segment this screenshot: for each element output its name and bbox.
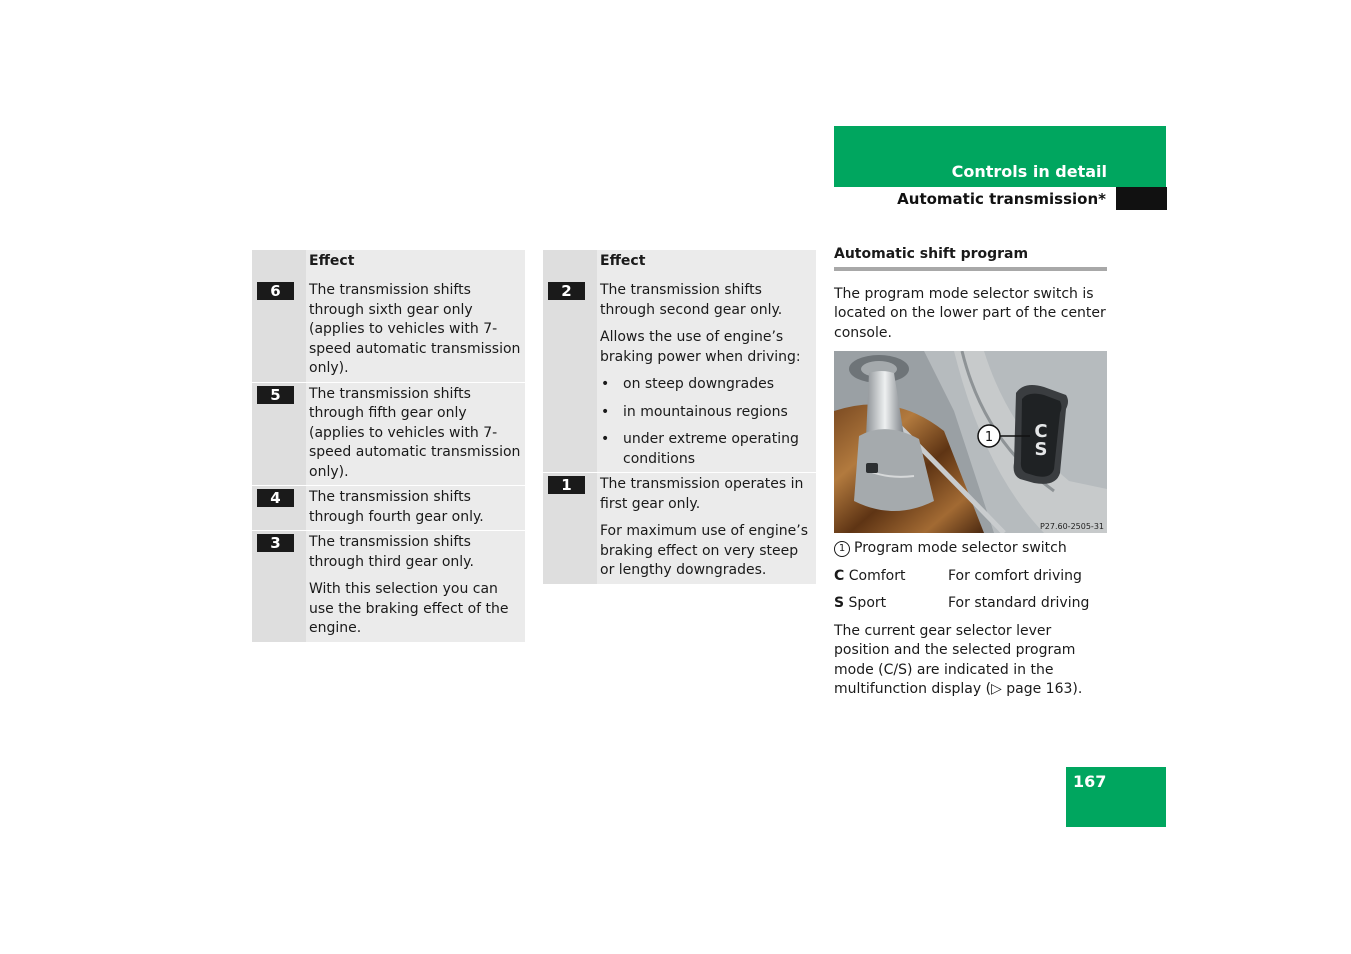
table-header-row [252,250,525,279]
gear-badge: 2 [548,282,585,300]
gear-badge: 1 [548,476,585,494]
mode-row-sport [834,594,1107,614]
table-header-effect: Effect [306,250,525,279]
table-row-gear-3 [252,531,525,642]
section-title: Controls in detail [951,161,1107,181]
console-illustration [834,351,1107,533]
photo-caption [834,539,1107,559]
effect-text: For maximum use of engine’s braking effect on very steep or lengthy downgrades. [600,523,808,578]
bullet-list [600,375,813,469]
mode-letter: S [834,595,845,611]
chapter-subtitle: Automatic transmission* [897,190,1106,208]
list-item: • under extreme operating conditions [600,430,813,469]
table-header-row [543,250,816,279]
table-header-blank [252,250,306,279]
table-row-gear-5 [252,382,525,486]
effect-text: The transmission shifts through fourth gear only. [309,489,484,525]
mode-description: For comfort driving [948,567,1082,584]
mode-row-comfort [834,567,1107,587]
caption-number: 1 [834,541,850,557]
gear-badge: 5 [257,386,294,404]
effect-text: The transmission shifts through second gear only. [600,282,783,318]
page-number: 167 [1073,772,1107,791]
mode-description: For standard driving [948,595,1090,611]
photo-reference-code: P27.60-2505-31 [1039,522,1104,531]
effect-text: The transmission shifts through sixth gear only (applies to vehicles with 7-speed automatic transmission only). [309,282,521,376]
effect-text: With this selection you can use the braking effect of the engine. [309,581,509,636]
table-row-gear-1 [543,473,816,584]
center-console-photo [834,351,1107,533]
switch-label-top: C [1034,421,1048,442]
section-header-band [834,126,1166,187]
page-number-box [1066,767,1166,827]
mode-name: Sport [844,595,887,611]
gear-badge: 4 [257,489,294,507]
effect-text: The transmission shifts through fifth gear only (applies to vehicles with 7-speed automatic transmission only). [309,385,521,480]
table-row-gear-6 [252,279,525,382]
effect-text: The transmission operates in first gear only. [600,476,804,512]
table-row-gear-2 [543,279,816,473]
effect-text: Allows the use of engine’s braking power when driving: [600,329,801,365]
table-row-gear-4 [252,486,525,531]
display-info-paragraph: The current gear selector lever position and the selected program mode (C/S) are indicated in the multifunction display (▷ page 163). [834,622,1083,697]
list-item: • on steep downgrades [600,375,813,395]
gear-table-left [252,250,525,642]
section-heading: Automatic shift program [834,245,1107,271]
intro-paragraph: The program mode selector switch is located on the lower part of the center console. [834,285,1106,341]
shift-program-section [834,245,1107,700]
chapter-marker-tab [1116,187,1167,210]
gear-badge: 3 [257,534,294,552]
table-header-blank [543,250,597,279]
switch-label-bottom: S [1034,439,1048,460]
photo-callout-number: 1 [984,430,994,445]
caption-text: Program mode selector switch [854,540,1067,556]
mode-letter: C [834,567,845,584]
table-header-effect: Effect [597,250,816,279]
mode-name: Comfort [844,567,906,584]
gear-table-right [543,250,816,584]
list-item: • in mountainous regions [600,403,813,423]
effect-text: The transmission shifts through third gear only. [309,534,474,570]
gear-badge: 6 [257,282,294,300]
